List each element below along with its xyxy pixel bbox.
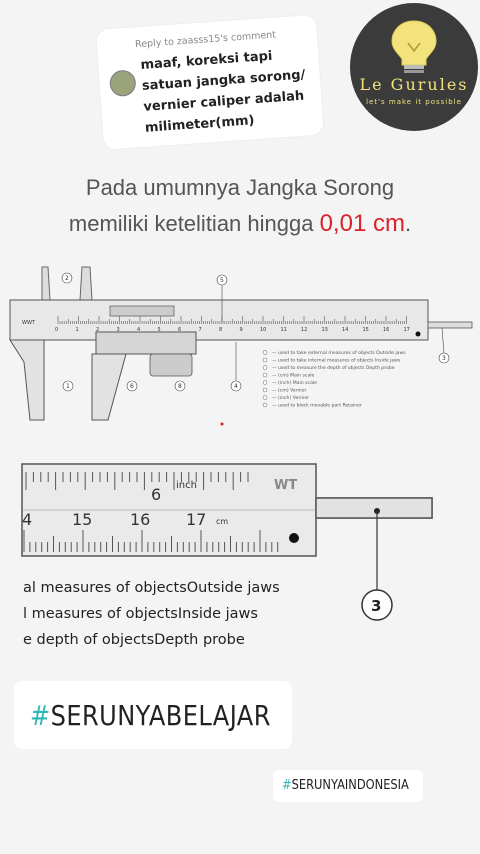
reply-message: maaf, koreksi tapi satuan jangka sorong/ vernier caliper adalah milimeter(mm) [140,48,306,136]
brand-logo [350,3,478,131]
callout-3: 3 [442,355,446,362]
main-scale-number: 14 [342,327,349,333]
main-scale-number: 17 [403,327,410,333]
main-scale-number: 0 [55,327,59,333]
legend-item: — used to take internal measures of objects Inside jaws [272,358,401,364]
avatar [109,69,137,97]
main-scale-number: 3 [116,327,120,333]
hashtag-secondary-text [282,778,409,793]
logo-tagline: let's make it possible [366,98,462,106]
hashtag-primary-word: SERUNYABELAJAR [50,699,271,732]
legend-item: — used to take external measures of objects Outside jaws [272,351,406,356]
legend-marker [263,396,267,400]
measure-line-2: l measures of objectsInside jaws [23,606,258,622]
legend-marker [263,403,267,407]
main-scale-number: 12 [301,327,308,333]
callout-5: 5 [220,277,224,284]
callout-2: 2 [65,275,69,282]
main-scale-number: 5 [157,327,161,333]
legend-marker [263,358,267,362]
heading-line-2-prefix: memiliki ketelitian hingga [68,211,320,236]
zoom-cm-label: cm [216,517,229,526]
main-scale-number: 1 [75,327,79,333]
legend-marker [263,366,267,370]
diagram-legend [263,350,406,409]
callout-8: 8 [178,383,182,390]
legend-item: — (inch) Main scale [272,381,317,386]
main-scale-number: 15 [362,327,369,333]
hashtag-secondary-word: SERUNYAINDONESIA [291,778,409,793]
hashtag-primary-symbol: # [30,699,51,732]
heading-line-1: Pada umumnya Jangka Sorong [85,175,395,200]
zoom-inch-number: 6 [151,485,162,504]
main-scale-number: 7 [198,327,202,333]
main-scale-number: 8 [219,327,223,333]
main-scale-number: 11 [280,327,287,333]
hashtag-secondary-symbol: # [282,778,292,793]
zoom-cm-4: 4 [22,510,33,529]
measure-line-3: e depth of objectsDepth probe [23,632,245,648]
caliper-diagram [0,262,480,432]
callout-6: 6 [130,383,134,390]
logo-title: Le Gurules [359,75,469,94]
main-scale-number: 9 [239,327,243,333]
hashtag-serunyaindonesia[interactable] [273,770,423,802]
main-scale-number: 4 [137,327,141,333]
main-scale-number: 16 [383,327,390,333]
legend-item: — (cm) Main scale [272,373,315,379]
hashtag-serunyabelajar[interactable] [14,681,292,749]
zoom-cm-17: 17 [186,510,207,529]
reply-header: Reply to zaasss15's comment [134,29,277,51]
legend-item: — used to block movable part Retainer [272,403,362,409]
reply-comment-bubble[interactable] [96,15,324,150]
zoom-inch-label: inch [176,480,197,491]
caliper-diagram-svg [0,262,480,432]
main-scale-number: 10 [260,327,267,333]
legend-marker [263,388,267,392]
diagram-brand: WWT [22,320,35,326]
zoom-cm-16: 16 [130,510,151,529]
zoom-callout-3: 3 [371,597,382,615]
legend-marker [263,351,267,355]
legend-item: — (cm) Vernier [272,388,307,394]
callout-1: 1 [66,383,70,390]
lightbulb-icon [350,3,478,131]
callout-4: 4 [234,383,238,390]
legend-item: — (inch) Vernier [272,396,310,401]
legend-item: — used to measure the depth of objects Depth probe [272,366,395,371]
main-scale-number: 13 [321,327,328,333]
precision-value: 0,01 cm [319,210,405,237]
main-scale-number: 6 [178,327,182,333]
zoom-brand: WT [274,478,298,493]
main-heading [0,170,480,242]
heading-line-2-suffix: . [404,211,412,236]
caliper-zoom-view [0,458,480,648]
legend-marker [263,381,267,385]
legend-marker [263,373,267,377]
heading-line-2 [0,206,480,242]
hashtag-primary-text [30,699,271,732]
zoom-cm-15: 15 [72,510,93,529]
measure-line-1: al measures of objectsOutside jaws [23,580,280,596]
main-scale-number: 2 [96,327,100,333]
